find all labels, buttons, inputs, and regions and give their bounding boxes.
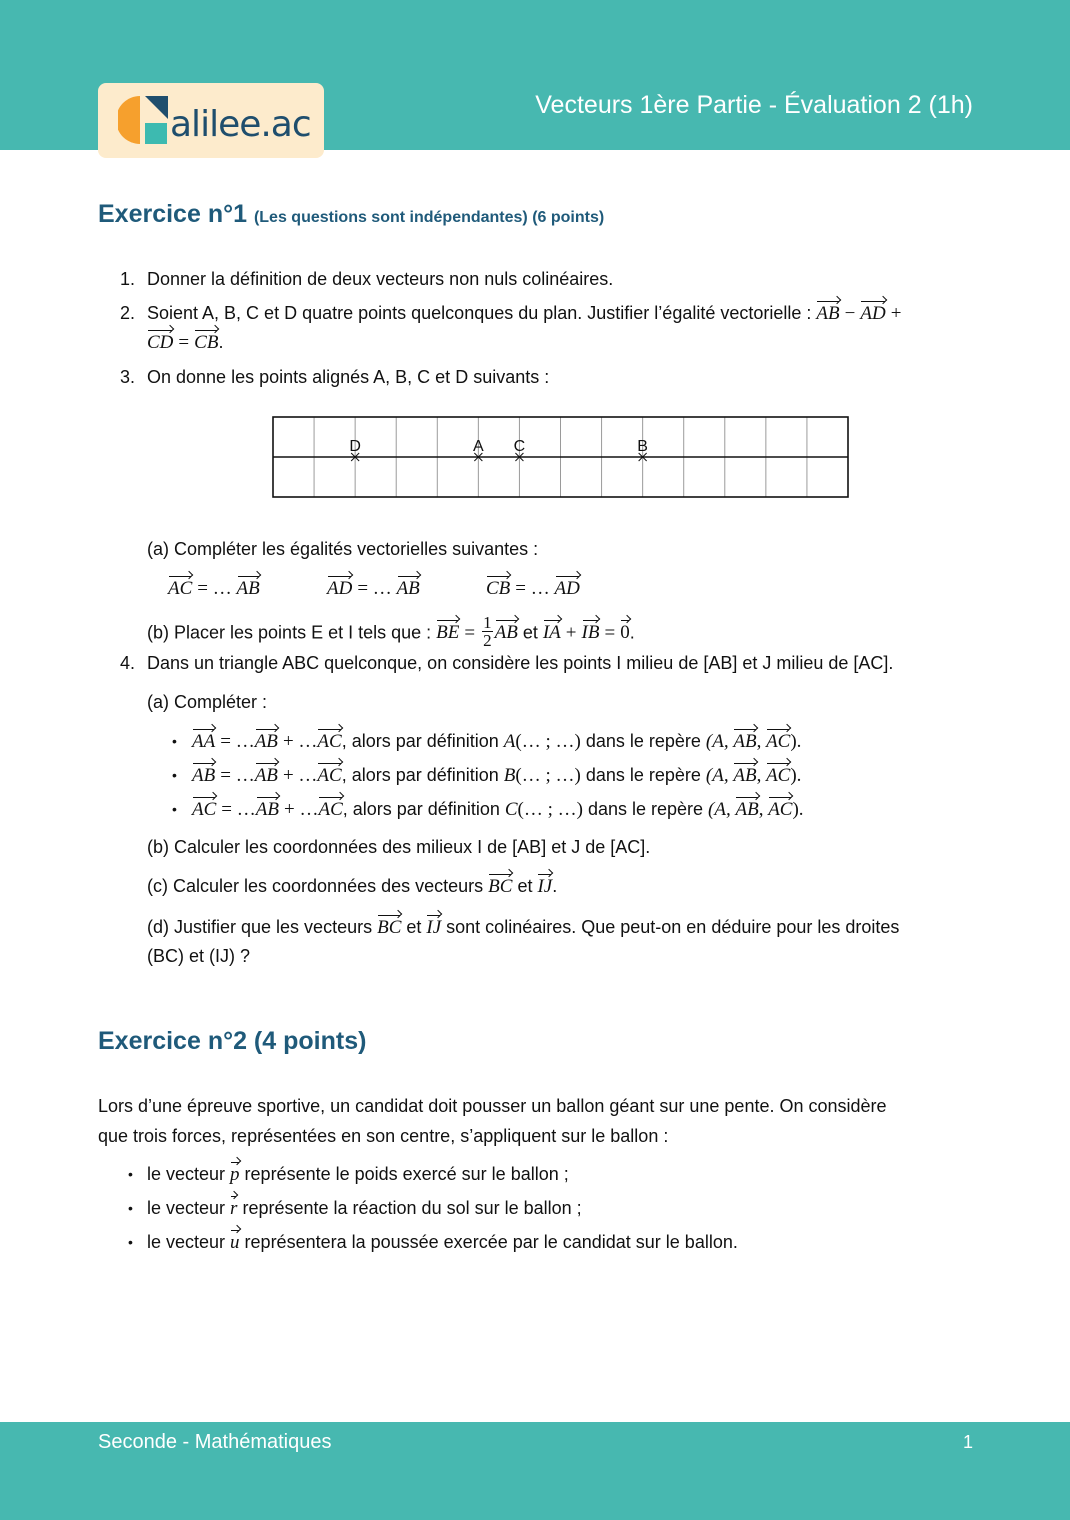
vector-ab: AB <box>816 303 840 324</box>
question-4b: (b) Calculer les coordonnées des milieux I de [AB] et J de [AC]. <box>147 837 651 857</box>
equals-dots: = … <box>357 578 397 599</box>
separator: , <box>756 765 767 786</box>
plus-dots: + … <box>282 731 318 752</box>
vector-ac: AC <box>768 799 793 820</box>
footer-band <box>0 1422 1070 1520</box>
plus-sign: + <box>565 622 577 644</box>
bullet-icon: • <box>172 801 177 817</box>
question-4-text: Dans un triangle ABC quelconque, on considère les points I milieu de [AB] et J milieu de [AC]. <box>147 653 894 673</box>
plus-dots: + … <box>284 799 319 820</box>
question-4a-item <box>192 763 801 788</box>
point-name: C <box>504 799 518 820</box>
logo-mark-icon <box>118 94 170 146</box>
bullet-pre: le vecteur <box>147 1232 231 1252</box>
question-4c-label: (c) Calculer les coordonnées des vecteurs <box>147 876 489 896</box>
vector-ab: AB <box>733 731 757 752</box>
point-name: B <box>503 765 516 786</box>
bullet-icon: • <box>128 1200 133 1216</box>
vector-bc: BC <box>377 917 402 938</box>
vector-cb: CB <box>486 578 511 599</box>
header-band <box>0 0 1070 150</box>
conjunction: et <box>512 876 538 896</box>
fraction-one-half <box>482 614 493 649</box>
vector-lhs: AB <box>192 765 216 786</box>
bullet-post: représente la réaction du sol sur le ballon ; <box>237 1198 582 1218</box>
repere-text: dans le repère <box>580 731 706 751</box>
exercise-1-heading: Exercice n°1 <box>98 200 247 228</box>
question-4c <box>147 874 557 899</box>
equals-dots: = … <box>220 731 255 752</box>
numerator: 1 <box>483 613 492 632</box>
exercise-2-bullet <box>147 1230 738 1255</box>
vector-ac: AC <box>766 765 791 786</box>
equals-sign: = <box>604 622 616 644</box>
question-2-line-2 <box>147 330 223 355</box>
bullet-icon: • <box>172 733 177 749</box>
bullet-pre: le vecteur <box>147 1164 231 1184</box>
exercise-1-title <box>98 199 604 233</box>
separator: , <box>756 731 767 752</box>
point-name: A <box>503 731 516 752</box>
period: . <box>552 876 558 896</box>
point-label-d: D <box>349 438 361 455</box>
coordinates-blank: (… ; …) <box>517 799 583 820</box>
zero-vector: 0 <box>620 622 630 644</box>
bullet-post: représente le poids exercé sur le ballon ; <box>239 1164 569 1184</box>
question-3-text: On donne les points alignés A, B, C et D suivants : <box>147 367 550 387</box>
vector-ab: AB <box>733 765 757 786</box>
question-2-line-1 <box>147 301 901 326</box>
point-label-a: A <box>473 438 484 455</box>
question-4d-rest: sont colinéaires. Que peut-on en déduire pour les droites <box>441 917 900 937</box>
vector-ab: AB <box>735 799 759 820</box>
question-3-number: 3. <box>120 367 136 387</box>
question-3a-label: (a) Compléter les égalités vectorielles suivantes : <box>147 539 539 559</box>
vector-ab: AB <box>255 799 279 820</box>
document-title: Vecteurs 1ère Partie - Évaluation 2 (1h) <box>535 91 973 119</box>
vector-cb: CB <box>194 332 219 353</box>
vector-ab: AB <box>494 622 518 644</box>
question-4d-label: (d) Justifier que les vecteurs <box>147 917 378 937</box>
vector-ab: AB <box>396 578 420 599</box>
equals-dots: = … <box>220 765 255 786</box>
equals-dots: = … <box>515 578 555 599</box>
denominator: 2 <box>483 631 492 650</box>
separator: , <box>758 799 769 820</box>
vector-ab: AB <box>254 765 278 786</box>
question-2-text: Soient A, B, C et D quatre points quelconques du plan. Justifier l’égalité vectorielle : <box>147 303 817 323</box>
vector-ac: AC <box>168 578 193 599</box>
vector-ab: AB <box>254 731 278 752</box>
equals-dots: = … <box>197 578 237 599</box>
page-number: 1 <box>962 1432 973 1452</box>
question-3b <box>147 613 635 651</box>
logo-text: alilee.ac <box>170 104 311 145</box>
exercise-2-intro-line-2: que trois forces, représentées en son centre, s’appliquent sur le ballon : <box>98 1126 669 1146</box>
question-3a-equation-2 <box>327 576 420 601</box>
question-4d-line-1 <box>147 915 899 940</box>
question-4a-label: (a) Compléter : <box>147 692 268 712</box>
conjunction: et <box>517 622 543 643</box>
conjunction: et <box>401 917 427 937</box>
vector-ac: AC <box>317 765 342 786</box>
vector-ac: AC <box>318 799 343 820</box>
exercise-2-title: Exercice n°2 (4 points) <box>98 1027 367 1055</box>
vector-lhs: AA <box>192 731 216 752</box>
vector-be: BE <box>436 622 460 644</box>
equals-sign: = <box>178 332 190 353</box>
repere-open: (A, <box>708 799 736 820</box>
exercise-2-bullet <box>147 1196 582 1221</box>
question-1-number: 1. <box>120 269 136 289</box>
repere-close: ). <box>790 731 802 752</box>
point-label-b: B <box>637 438 648 455</box>
vector-ac: AC <box>766 731 791 752</box>
repere-text: dans le repère <box>580 765 706 785</box>
bullet-post: représentera la poussée exercée par le candidat sur le ballon. <box>239 1232 738 1252</box>
vector-ij: IJ <box>426 917 442 938</box>
question-1-text: Donner la définition de deux vecteurs non nuls colinéaires. <box>147 269 614 289</box>
vector-cd: CD <box>147 332 174 353</box>
repere-open: (A, <box>705 765 734 786</box>
plus-sign: + <box>890 303 902 324</box>
bullet-icon: • <box>128 1234 133 1250</box>
question-2-number: 2. <box>120 303 136 323</box>
repere-open: (A, <box>705 731 734 752</box>
vector-ab: AB <box>236 578 260 599</box>
bullet-icon: • <box>172 767 177 783</box>
vector-ac: AC <box>317 731 342 752</box>
definition-text: , alors par définition <box>342 799 505 819</box>
logo <box>98 83 324 158</box>
plus-dots: + … <box>282 765 318 786</box>
question-3b-label: (b) Placer les points E et I tels que : <box>147 622 437 643</box>
equals-sign: = <box>464 622 476 644</box>
period: . <box>629 622 635 643</box>
question-4-number: 4. <box>120 653 136 673</box>
vector-bc: BC <box>488 876 513 897</box>
bullet-pre: le vecteur <box>147 1198 231 1218</box>
equals-dots: = … <box>221 799 256 820</box>
bullet-icon: • <box>128 1166 133 1182</box>
definition-text: , alors par définition <box>341 731 504 751</box>
question-3a-equation-3 <box>486 576 580 601</box>
vector-ij: IJ <box>537 876 553 897</box>
period: . <box>218 332 224 352</box>
repere-close: ). <box>792 799 804 820</box>
question-4d-line-2: (BC) et (IJ) ? <box>147 946 251 966</box>
exercise-2-intro-line-1: Lors d’une épreuve sportive, un candidat doit pousser un ballon géant sur une pente. On considère <box>98 1096 887 1116</box>
footer-course: Seconde - Mathématiques <box>98 1431 332 1453</box>
coordinates-blank: (… ; …) <box>515 765 581 786</box>
question-4a-item <box>192 729 801 754</box>
force-vector: u <box>230 1232 240 1253</box>
minus-sign: − <box>844 303 856 324</box>
question-3a-equation-1 <box>168 576 260 601</box>
coordinates-blank: (… ; …) <box>515 731 581 752</box>
force-vector: p <box>230 1164 240 1185</box>
repere-close: ). <box>790 765 802 786</box>
question-4a-item <box>192 797 804 822</box>
exercise-2-bullet <box>147 1162 569 1187</box>
repere-text: dans le repère <box>582 799 709 819</box>
definition-text: , alors par définition <box>341 765 504 785</box>
force-vector: r <box>230 1198 238 1219</box>
vector-ad: AD <box>860 303 886 324</box>
vector-ib: IB <box>581 622 600 644</box>
vector-ad: AD <box>554 578 580 599</box>
aligned-points-grid <box>272 416 849 498</box>
exercise-1-subtitle: (Les questions sont indépendantes) (6 points) <box>253 209 605 226</box>
point-label-c: C <box>513 438 526 455</box>
vector-lhs: AC <box>192 799 217 820</box>
vector-ia: IA <box>542 622 561 644</box>
vector-ad: AD <box>327 578 353 599</box>
